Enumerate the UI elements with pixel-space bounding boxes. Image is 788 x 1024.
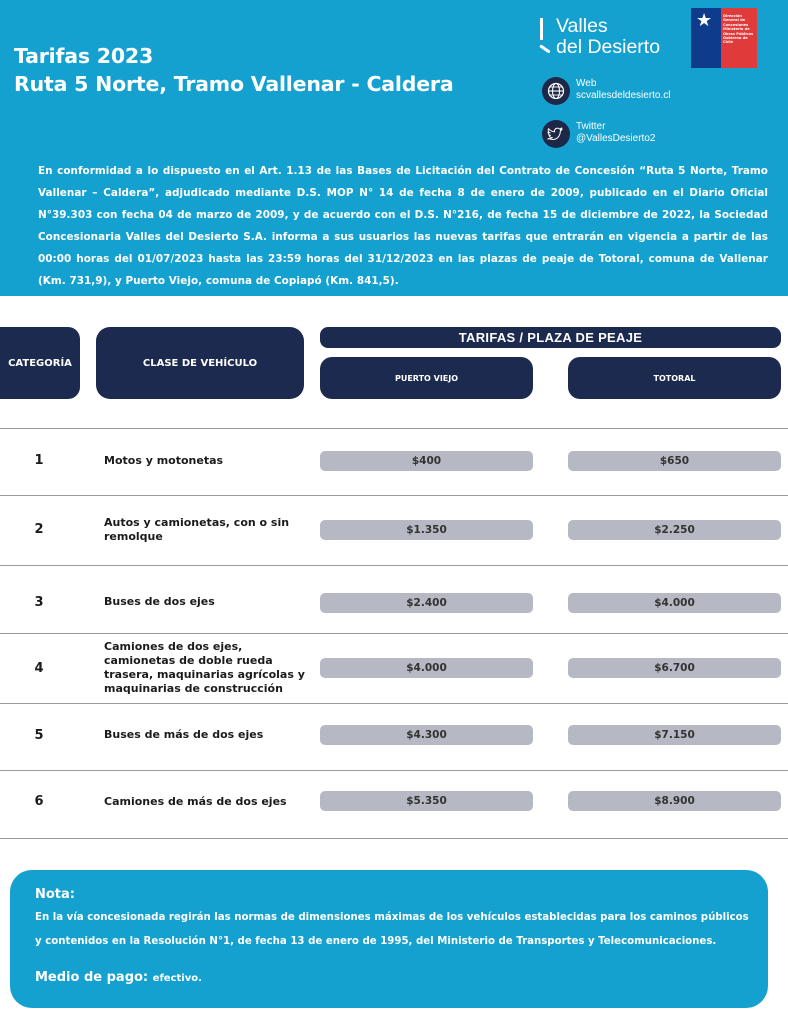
brand-line-1: Valles — [556, 15, 608, 37]
note-title: Nota: — [35, 887, 75, 902]
categoria-number: 5 — [34, 728, 44, 743]
pago-label: Medio de pago: — [35, 970, 149, 985]
row-divider — [0, 565, 788, 566]
clase-vehiculo: Buses de dos ejes — [104, 595, 215, 608]
brand-mark-icon — [540, 18, 545, 56]
categoria-number: 6 — [34, 794, 44, 809]
categoria-header: CATEGORÍA — [0, 327, 80, 399]
categoria-number: 1 — [34, 453, 44, 468]
header-banner — [0, 0, 788, 296]
twitter-bird-icon — [542, 120, 570, 148]
twitter-label: Twitter — [576, 121, 606, 132]
clase-vehiculo: Buses de más de dos ejes — [104, 728, 264, 741]
categoria-number: 3 — [34, 595, 44, 610]
price-totoral: $7.150 — [568, 725, 781, 745]
brand-line-2: del Desierto — [556, 36, 661, 58]
price-puerto-viejo: $5.350 — [320, 791, 533, 811]
clase-vehiculo: Motos y motonetas — [104, 454, 224, 467]
tarifas-plaza-header: TARIFAS / PLAZA DE PEAJE — [320, 327, 781, 348]
row-divider — [0, 428, 788, 429]
row-divider — [0, 495, 788, 496]
pago-value: efectivo. — [152, 973, 202, 984]
categoria-number: 4 — [34, 661, 44, 676]
price-puerto-viejo: $4.000 — [320, 658, 533, 678]
web-label: Web — [576, 78, 597, 89]
puerto-viejo-header: PUERTO VIEJO — [320, 357, 533, 399]
row-divider — [0, 770, 788, 771]
price-puerto-viejo: $4.300 — [320, 725, 533, 745]
totoral-header: TOTORAL — [568, 357, 781, 399]
price-totoral: $8.900 — [568, 791, 781, 811]
price-puerto-viejo: $1.350 — [320, 520, 533, 540]
price-totoral: $650 — [568, 451, 781, 471]
gobierno-de-chile-logo — [691, 8, 757, 68]
note-box — [10, 870, 768, 1008]
title-line-2: Ruta 5 Norte, Tramo Vallenar - Caldera — [14, 72, 454, 96]
clase-vehiculo: Autos y camionetas, con o sin remolque — [104, 516, 290, 543]
web-url: scvallesdeldesierto.cl — [576, 90, 671, 101]
twitter-handle: @VallesDesierto2 — [576, 133, 656, 144]
row-divider — [0, 838, 788, 839]
price-totoral: $2.250 — [568, 520, 781, 540]
clase-vehiculo: Camiones de más de dos ejes — [104, 795, 287, 808]
row-divider — [0, 633, 788, 634]
globe-icon — [542, 77, 570, 105]
note-body: En la vía concesionada regirán las normas de dimensiones máximas de los vehículos establecidas para los caminos públicos y contenidos en la Resolución N°1, de fecha 13 de enero de 1995, del Ministerio de Transportes y Telecomunicaciones. — [35, 912, 749, 947]
gov-logo-text: Dirección General de Concesiones Ministerio de Obras Públicas Gobierno de Chile — [723, 14, 754, 45]
clase-vehiculo-header: CLASE DE VEHÍCULO — [96, 327, 304, 399]
medio-de-pago — [35, 970, 202, 985]
title-line-1: Tarifas 2023 — [14, 44, 154, 68]
price-puerto-viejo: $400 — [320, 451, 533, 471]
price-puerto-viejo: $2.400 — [320, 593, 533, 613]
intro-paragraph: En conformidad a lo dispuesto en el Art. 1.13 de las Bases de Licitación del Contrato de Concesión “Ruta 5 Norte, Tramo Vallenar – Caldera”, adjudicado mediante D.S. MOP N° 14 de fecha 8 de enero de 2009, publicado en el Diario Oficial N°39.303 con fecha 04 de marzo de 2009, y de acuerdo con el D.S. N°216, de fecha 15 de diciembre de 2022, la Sociedad Concesionaria Valles del Desierto S.A. informa a sus usuarios las nuevas tarifas que entrarán en vigencia a partir de las 00:00 horas del 01/07/2023 hasta las 23:59 horas del 31/12/2023 en las plazas de peaje de Totoral, comuna de Vallenar (Km. 731,9), y Puerto Viejo, comuna de Copiapó (Km. 841,5). — [38, 165, 768, 287]
categoria-number: 2 — [34, 522, 44, 537]
price-totoral: $6.700 — [568, 658, 781, 678]
row-divider — [0, 703, 788, 704]
price-totoral: $4.000 — [568, 593, 781, 613]
page-title — [14, 42, 453, 98]
valles-del-desierto-logo — [540, 16, 690, 60]
star-icon: ★ — [696, 10, 713, 31]
clase-vehiculo: Camiones de dos ejes, camionetas de doble rueda trasera, maquinarias agrícolas y maquinarias de construcción — [104, 640, 305, 695]
